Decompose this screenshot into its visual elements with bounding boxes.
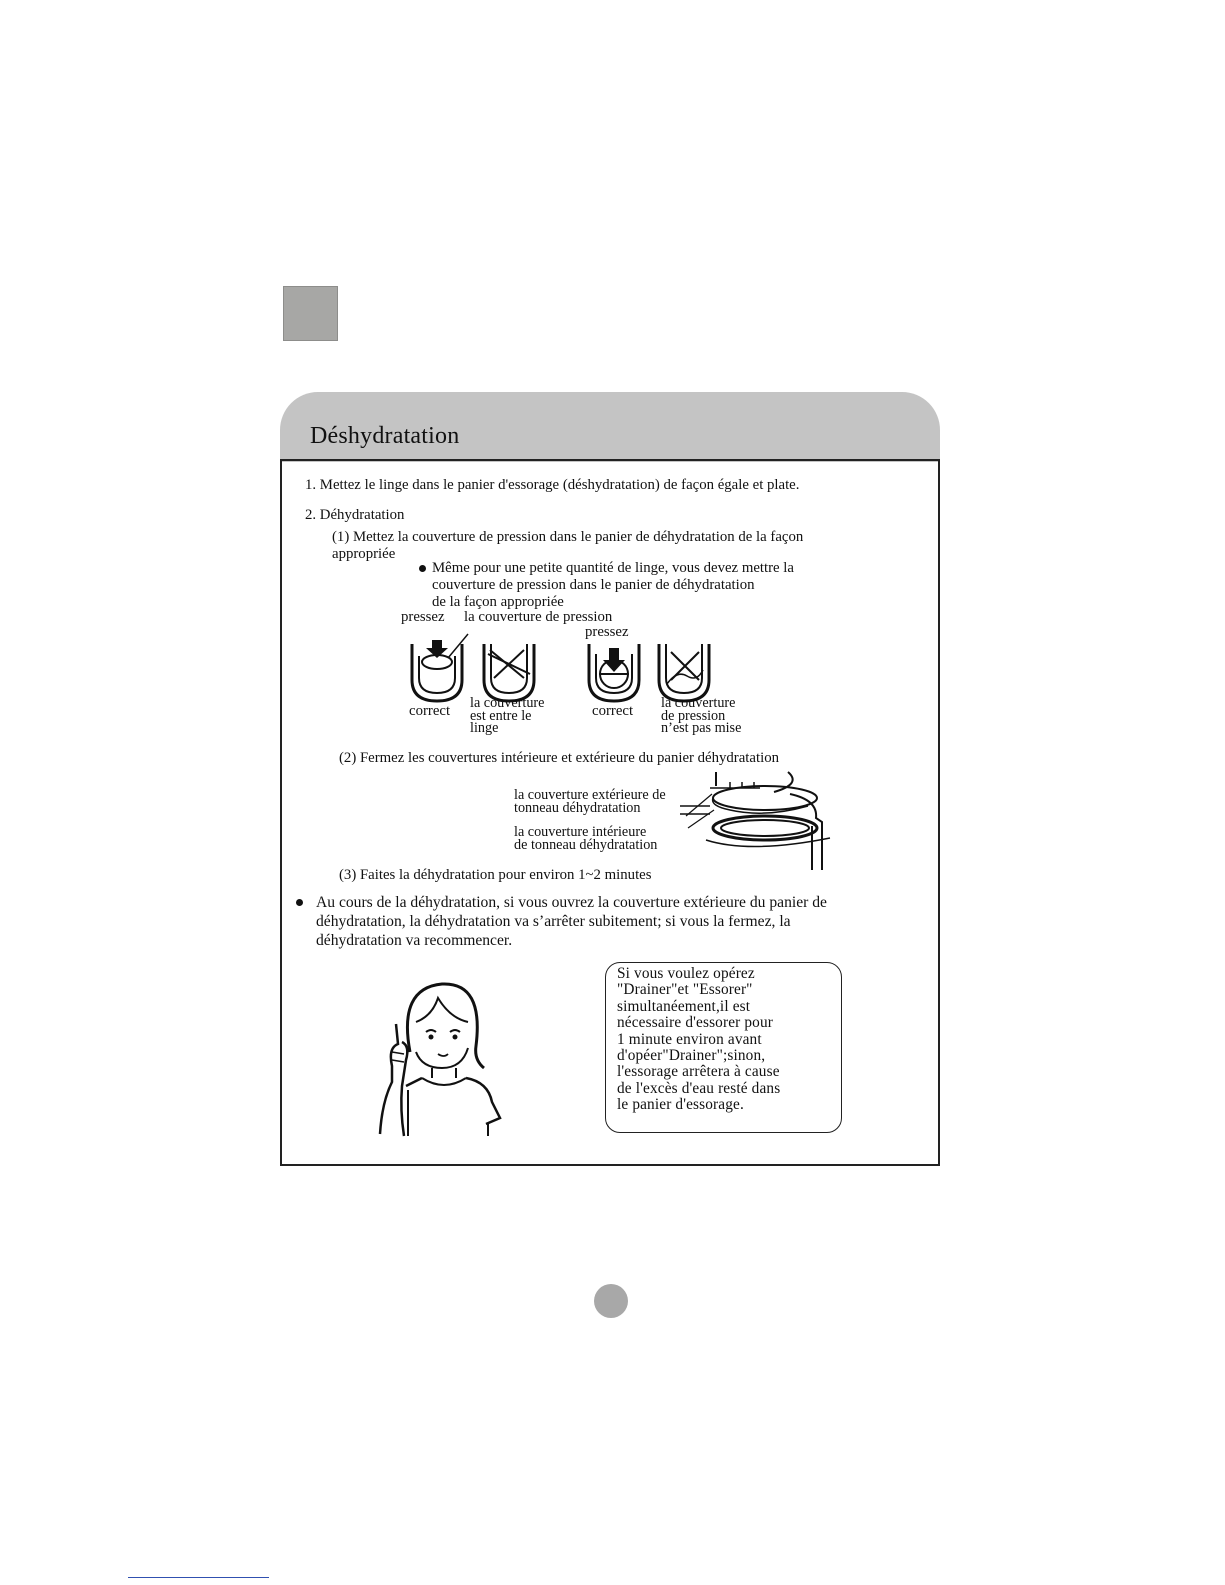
page-number-marker bbox=[594, 1284, 628, 1318]
warning-line2: déhydratation, la déhydratation va s’arrêter subitement; si vous la fermez, la bbox=[316, 913, 791, 930]
step-2-title: 2. Déhydratation bbox=[305, 507, 405, 523]
caption-cover-not-placed: la couverture de pression n’est pas mise bbox=[661, 695, 742, 736]
substep-2-text: (2) Fermez les couvertures intérieure et extérieure du panier déhydratation bbox=[339, 750, 780, 766]
step-1-text: 1. Mettez le linge dans le panier d'essorage (déshydratation) de façon égale et plate. bbox=[305, 477, 800, 493]
note-line1: Même pour une petite quantité de linge, vous devez mettre la bbox=[432, 560, 794, 576]
note-bullet-icon bbox=[419, 565, 426, 572]
label-inner-cover: la couverture intérieure de tonneau déhydratation bbox=[514, 824, 658, 853]
substep-3-text: (3) Faites la déhydratation pour environ 1~2 minutes bbox=[339, 867, 652, 883]
footer-rule bbox=[128, 1577, 269, 1578]
caption-correct-2: correct bbox=[592, 703, 634, 719]
substep-1-line1: (1) Mettez la couverture de pression dans le panier de déhydratation de la façon bbox=[332, 529, 804, 545]
warning-line3: déhydratation va recommencer. bbox=[316, 932, 513, 949]
section-marker-square bbox=[283, 286, 338, 341]
woman-pointing-illustration bbox=[376, 982, 516, 1138]
caption-correct-1: correct bbox=[409, 703, 451, 719]
label-pressure-cover: la couverture de pression bbox=[464, 609, 613, 625]
caption-cover-between-linen: la couverture est entre le linge bbox=[470, 695, 545, 736]
tub-correct-press-icon bbox=[587, 640, 643, 704]
spin-tub-lids-illustration bbox=[690, 770, 840, 872]
warning-bullet-icon bbox=[296, 899, 303, 906]
label-press-1: pressez bbox=[401, 609, 445, 625]
label-outer-cover: la couverture extérieure de tonneau déhydratation bbox=[514, 787, 666, 816]
warning-line1: Au cours de la déhydratation, si vous ouvrez la couverture extérieure du panier de bbox=[316, 894, 827, 911]
section-title: Déshydratation bbox=[310, 423, 460, 449]
tub-correct-icon bbox=[410, 640, 466, 704]
substep-1-line2: appropriée bbox=[332, 546, 396, 562]
note-line2: couverture de pression dans le panier de déhydratation bbox=[432, 577, 755, 593]
tip-text: Si vous voulez opérez "Drainer"et "Essorer" simultanéement,il est nécessaire d'essorer pour 1 minute environ avant d'opéer"Drainer";sinon, l'essorage arrêtera à cause de l'excès d'eau resté dans le panier d'essorage. bbox=[617, 965, 781, 1114]
label-press-2: pressez bbox=[585, 624, 629, 640]
note-line3: de la façon appropriée bbox=[432, 594, 564, 610]
